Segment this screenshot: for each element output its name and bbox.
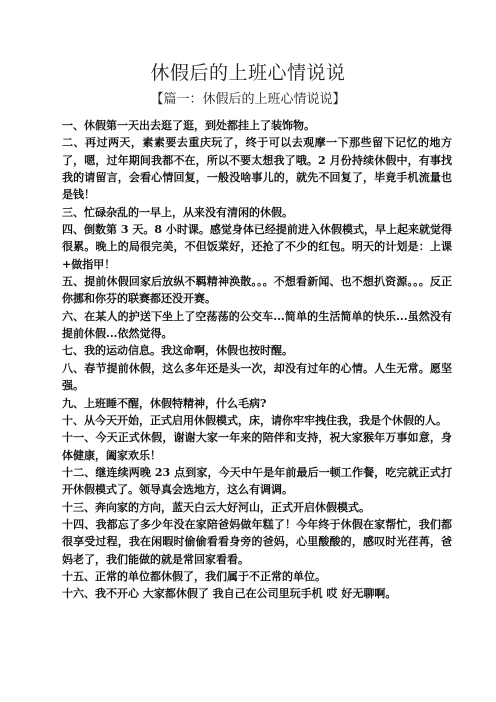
paragraph-9: 九、上班睡不醒，休假特精神，什么毛病? [62,396,267,410]
paragraph-2: 二、再过两天，素素要去重庆玩了，终于可以去观摩一下那些留下记忆的地方了，嗯，过年期间我都不在，所以不要太想我了哦。2 月份持续休假中，有事找我的请留言，会看心情回复，一般没啥事儿的，就先不回复了，毕竟手机流量也是钱！ [62,136,452,202]
paragraph-3: 三、忙碌杂乱的一早上，从来没有清闲的休假。 [62,205,293,219]
page-title: 休假后的上班心情说说 [150,62,346,84]
document-body [62,117,452,603]
paragraph-12: 十二、继连续两晚 23 点到家，今天中午是年前最后一顿工作餐，吃完就正式打开休假模式了。领导真会选地方，这么有调调。 [62,465,452,497]
paragraph-8: 八、春节提前休假，这么多年还是头一次，却没有过年的心情。人生无常。愿坚强。 [62,361,452,393]
paragraph-16: 十六、我不开心 大家都休假了 我自己在公司里玩手机 哎 好无聊啊。 [62,587,397,601]
paragraph-5: 五、提前休假回家后放纵不羁精神涣散。。。不想看新闻、也不想扒资源。。。反正你挪和你芬的联赛都还没开赛。 [62,275,452,306]
paragraph-6: 六、在某人的护送下坐上了空荡荡的公交车...简单的生活简单的快乐...虽然没有提前休假...依然觉得。 [62,309,452,341]
paragraph-4: 四、倒数第 3 天。8 小时课。感觉身体已经提前进入休假模式，早上起来就觉得很累。晚上的局很完美，不但饭菜好，还抢了不少的红包。明天的计划是：上课+做指甲！ [62,223,452,271]
paragraph-14: 十四、我都忘了多少年没在家陪爸妈做年糕了！今年终于休假在家帮忙，我们都很享受过程，我在闲暇时偷偷看看身旁的爸妈，心里酸酸的，感叹时光荏苒，爸妈老了，我们能做的就是常回家看看。 [62,517,452,566]
paragraph-10: 十、从今天开始，正式启用休假模式，床，请你牢牢拽住我，我是个休假的人。 [62,413,447,427]
paragraph-11: 十一、今天正式休假，谢谢大家一年来的陪伴和支持，祝大家猴年万事如意，身体健康，阖家欢乐！ [62,431,452,462]
paragraph-1: 一、休假第一天出去逛了逛，到处都挂上了装饰物。 [62,119,315,132]
paragraph-13: 十三、奔向家的方向，蓝天白云大好河山，正式开启休假模式。 [62,500,370,514]
section-heading: 【篇一：休假后的上班心情说说】 [150,92,346,107]
paragraph-7: 七、我的运动信息。我这命啊，休假也按时醒。 [62,344,293,358]
paragraph-15: 十五、正常的单位都休假了，我们属于不正常的单位。 [62,569,326,583]
